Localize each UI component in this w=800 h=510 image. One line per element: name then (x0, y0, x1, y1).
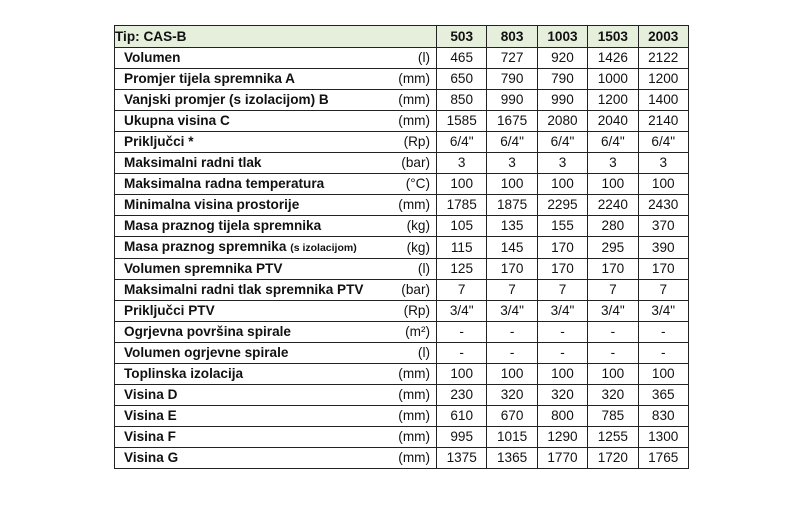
parameter-name (124, 111, 230, 131)
value-cell: 170 (588, 259, 638, 280)
parameter-name-text: Visina E (124, 408, 177, 423)
value-cell: 3/4" (437, 301, 487, 322)
parameter-cell (115, 69, 437, 90)
value-cell: 320 (588, 385, 638, 406)
table-header-row (115, 26, 689, 48)
value-cell: 170 (638, 259, 688, 280)
parameter-cell (115, 427, 437, 448)
parameter-cell (115, 301, 437, 322)
parameter-wrap (124, 385, 430, 405)
parameter-name (124, 195, 299, 215)
table-row (115, 111, 689, 132)
parameter-unit: (mm) (398, 408, 430, 423)
table-row (115, 343, 689, 364)
parameter-name (124, 132, 194, 152)
value-cell: 1875 (487, 195, 537, 216)
value-cell: 6/4" (487, 132, 537, 153)
value-cell: 1765 (638, 448, 688, 469)
table-row (115, 301, 689, 322)
value-cell: 100 (437, 174, 487, 195)
parameter-cell (115, 237, 437, 259)
parameter-name-text: Masa praznog tijela spremnika (124, 218, 322, 233)
value-cell: 1585 (437, 111, 487, 132)
value-cell: 100 (487, 174, 537, 195)
parameter-unit: (Rp) (403, 303, 430, 318)
value-cell: 990 (487, 90, 537, 111)
parameter-cell (115, 343, 437, 364)
parameter-name-text: Priključci * (124, 134, 194, 149)
parameter-name-text: Vanjski promjer (s izolacijom) B (124, 92, 329, 107)
value-cell: 170 (537, 237, 587, 259)
value-cell: - (588, 322, 638, 343)
value-cell: 100 (487, 364, 537, 385)
parameter-name-text: Priključci PTV (124, 303, 215, 318)
parameter-name (124, 90, 329, 110)
parameter-unit: (l) (417, 261, 430, 276)
parameter-name-suffix: (s izolacijom) (290, 242, 357, 254)
value-cell: 2295 (537, 195, 587, 216)
value-cell: 800 (537, 406, 587, 427)
parameter-cell (115, 385, 437, 406)
parameter-name (124, 448, 178, 468)
value-cell: 920 (537, 48, 587, 69)
value-cell: 1675 (487, 111, 537, 132)
parameter-wrap (124, 174, 430, 194)
parameter-unit: (kg) (406, 239, 430, 255)
parameter-name-text: Promjer tijela spremnika A (124, 71, 295, 86)
parameter-unit: (mm) (398, 429, 430, 444)
parameter-name (124, 364, 243, 384)
parameter-name-text: Volumen (124, 50, 181, 65)
value-cell: 1200 (638, 69, 688, 90)
spec-table (114, 25, 689, 469)
value-cell: 100 (537, 174, 587, 195)
value-cell: - (487, 322, 537, 343)
parameter-wrap (124, 280, 430, 300)
parameter-name (124, 427, 176, 447)
parameter-name (124, 406, 177, 426)
parameter-wrap (124, 301, 430, 321)
parameter-unit: (bar) (401, 282, 430, 297)
parameter-unit: (l) (417, 50, 430, 65)
table-row (115, 448, 689, 469)
value-cell: 7 (487, 280, 537, 301)
value-cell: - (638, 343, 688, 364)
value-cell: 135 (487, 216, 537, 237)
parameter-cell (115, 364, 437, 385)
parameter-unit: (°C) (405, 176, 430, 191)
type-label: Tip: CAS-B (115, 28, 187, 44)
parameter-wrap (124, 259, 430, 279)
value-cell: 3/4" (588, 301, 638, 322)
value-cell: 1770 (537, 448, 587, 469)
value-cell: 105 (437, 216, 487, 237)
table-row (115, 385, 689, 406)
value-cell: 125 (437, 259, 487, 280)
value-cell: 3 (487, 153, 537, 174)
value-cell: 100 (638, 174, 688, 195)
value-cell: 100 (588, 174, 638, 195)
parameter-wrap (124, 111, 430, 131)
parameter-cell (115, 48, 437, 69)
table-row (115, 195, 689, 216)
parameter-unit: (m²) (405, 324, 430, 339)
value-cell: 2430 (638, 195, 688, 216)
parameter-name (124, 237, 357, 258)
parameter-wrap (124, 427, 430, 447)
value-cell: 1365 (487, 448, 537, 469)
parameter-name (124, 280, 364, 300)
value-cell: 3 (588, 153, 638, 174)
parameter-unit: (mm) (398, 197, 430, 212)
parameter-cell (115, 259, 437, 280)
value-cell: 1375 (437, 448, 487, 469)
value-cell: 230 (437, 385, 487, 406)
value-cell: 3 (638, 153, 688, 174)
table-row (115, 427, 689, 448)
value-cell: 995 (437, 427, 487, 448)
value-cell: 3/4" (487, 301, 537, 322)
model-header: 503 (437, 26, 487, 48)
value-cell: 115 (437, 237, 487, 259)
parameter-cell (115, 90, 437, 111)
parameter-name-text: Volumen ogrjevne spirale (124, 345, 289, 360)
value-cell: 320 (487, 385, 537, 406)
value-cell: 100 (588, 364, 638, 385)
value-cell: 465 (437, 48, 487, 69)
table-row (115, 174, 689, 195)
value-cell: 2080 (537, 111, 587, 132)
value-cell: 1255 (588, 427, 638, 448)
parameter-name (124, 343, 288, 363)
table-row (115, 132, 689, 153)
table-row (115, 69, 689, 90)
parameter-wrap (124, 343, 430, 363)
value-cell: 280 (588, 216, 638, 237)
value-cell: 790 (487, 69, 537, 90)
parameter-cell (115, 406, 437, 427)
parameter-cell (115, 132, 437, 153)
parameter-name (124, 48, 180, 68)
value-cell: 6/4" (537, 132, 587, 153)
parameter-wrap (124, 237, 430, 258)
value-cell: 7 (638, 280, 688, 301)
parameter-cell (115, 280, 437, 301)
value-cell: - (638, 322, 688, 343)
table-row (115, 216, 689, 237)
table-row (115, 90, 689, 111)
value-cell: 100 (537, 364, 587, 385)
value-cell: 2122 (638, 48, 688, 69)
parameter-cell (115, 322, 437, 343)
parameter-unit: (mm) (398, 450, 430, 465)
value-cell: 2040 (588, 111, 638, 132)
table-row (115, 406, 689, 427)
parameter-wrap (124, 48, 430, 68)
value-cell: 1720 (588, 448, 638, 469)
value-cell: 155 (537, 216, 587, 237)
value-cell: 100 (638, 364, 688, 385)
value-cell: 100 (437, 364, 487, 385)
value-cell: 990 (537, 90, 587, 111)
table-body (115, 48, 689, 469)
parameter-name-text: Maksimalna radna temperatura (124, 176, 325, 191)
parameter-wrap (124, 216, 430, 236)
parameter-cell (115, 195, 437, 216)
value-cell: 1015 (487, 427, 537, 448)
table-row (115, 322, 689, 343)
value-cell: - (537, 343, 587, 364)
value-cell: 370 (638, 216, 688, 237)
parameter-name (124, 322, 291, 342)
value-cell: 3 (437, 153, 487, 174)
parameter-wrap (124, 132, 430, 152)
value-cell: - (437, 343, 487, 364)
value-cell: 390 (638, 237, 688, 259)
parameter-name (124, 385, 177, 405)
parameter-name (124, 174, 324, 194)
parameter-name-text: Visina F (124, 429, 176, 444)
model-header: 2003 (638, 26, 688, 48)
table-row (115, 153, 689, 174)
value-cell: 6/4" (588, 132, 638, 153)
value-cell: 1290 (537, 427, 587, 448)
value-cell: 145 (487, 237, 537, 259)
value-cell: 3/4" (638, 301, 688, 322)
value-cell: 7 (588, 280, 638, 301)
value-cell: 850 (437, 90, 487, 111)
model-header: 1503 (588, 26, 638, 48)
table-row (115, 259, 689, 280)
value-cell: 830 (638, 406, 688, 427)
value-cell: 1000 (588, 69, 638, 90)
parameter-name (124, 301, 215, 321)
value-cell: 2140 (638, 111, 688, 132)
value-cell: 320 (537, 385, 587, 406)
parameter-unit: (mm) (398, 387, 430, 402)
table-row (115, 280, 689, 301)
parameter-name (124, 153, 262, 173)
parameter-name (124, 259, 282, 279)
parameter-unit: (mm) (398, 92, 430, 107)
parameter-name-text: Ogrjevna površina spirale (124, 324, 291, 339)
parameter-name-text: Toplinska izolacija (124, 366, 244, 381)
parameter-unit: (mm) (398, 113, 430, 128)
parameter-cell (115, 174, 437, 195)
parameter-name-text: Maksimalni radni tlak (124, 155, 262, 170)
parameter-wrap (124, 90, 430, 110)
value-cell: 3/4" (537, 301, 587, 322)
value-cell: 650 (437, 69, 487, 90)
parameter-wrap (124, 448, 430, 468)
value-cell: 7 (437, 280, 487, 301)
value-cell: - (537, 322, 587, 343)
parameter-name (124, 69, 295, 89)
model-header: 803 (487, 26, 537, 48)
table-row (115, 364, 689, 385)
parameter-cell (115, 111, 437, 132)
value-cell: - (588, 343, 638, 364)
value-cell: 295 (588, 237, 638, 259)
parameter-name-text: Maksimalni radni tlak spremnika PTV (124, 282, 364, 297)
parameter-unit: (kg) (406, 218, 430, 233)
parameter-cell (115, 153, 437, 174)
parameter-unit: (mm) (398, 366, 430, 381)
parameter-name-text: Visina D (124, 387, 178, 402)
model-header: 1003 (537, 26, 587, 48)
parameter-wrap (124, 195, 430, 215)
value-cell: 7 (537, 280, 587, 301)
value-cell: 170 (487, 259, 537, 280)
value-cell: - (437, 322, 487, 343)
parameter-name-text: Minimalna visina prostorije (124, 197, 300, 212)
parameter-wrap (124, 69, 430, 89)
parameter-name-text: Ukupna visina C (124, 113, 230, 128)
value-cell: 670 (487, 406, 537, 427)
parameter-wrap (124, 153, 430, 173)
value-cell: 1300 (638, 427, 688, 448)
value-cell: 610 (437, 406, 487, 427)
value-cell: 1426 (588, 48, 638, 69)
parameter-unit: (bar) (401, 155, 430, 170)
parameter-unit: (mm) (398, 71, 430, 86)
value-cell: 790 (537, 69, 587, 90)
value-cell: 6/4" (638, 132, 688, 153)
parameter-name (124, 216, 321, 236)
value-cell: 1785 (437, 195, 487, 216)
type-label-cell (115, 26, 437, 48)
parameter-unit: (Rp) (403, 134, 430, 149)
parameter-wrap (124, 406, 430, 426)
value-cell: 2240 (588, 195, 638, 216)
parameter-wrap (124, 364, 430, 384)
value-cell: 785 (588, 406, 638, 427)
value-cell: 1200 (588, 90, 638, 111)
table-row (115, 48, 689, 69)
parameter-cell (115, 216, 437, 237)
parameter-wrap (124, 322, 430, 342)
parameter-unit: (l) (417, 345, 430, 360)
parameter-name-text: Visina G (124, 450, 179, 465)
value-cell: 727 (487, 48, 537, 69)
table-row (115, 237, 689, 259)
value-cell: 6/4" (437, 132, 487, 153)
parameter-name-text: Volumen spremnika PTV (124, 261, 283, 276)
value-cell: - (487, 343, 537, 364)
parameter-cell (115, 448, 437, 469)
value-cell: 365 (638, 385, 688, 406)
value-cell: 3 (537, 153, 587, 174)
value-cell: 170 (537, 259, 587, 280)
parameter-name-text: Masa praznog spremnika (124, 239, 287, 254)
value-cell: 1400 (638, 90, 688, 111)
